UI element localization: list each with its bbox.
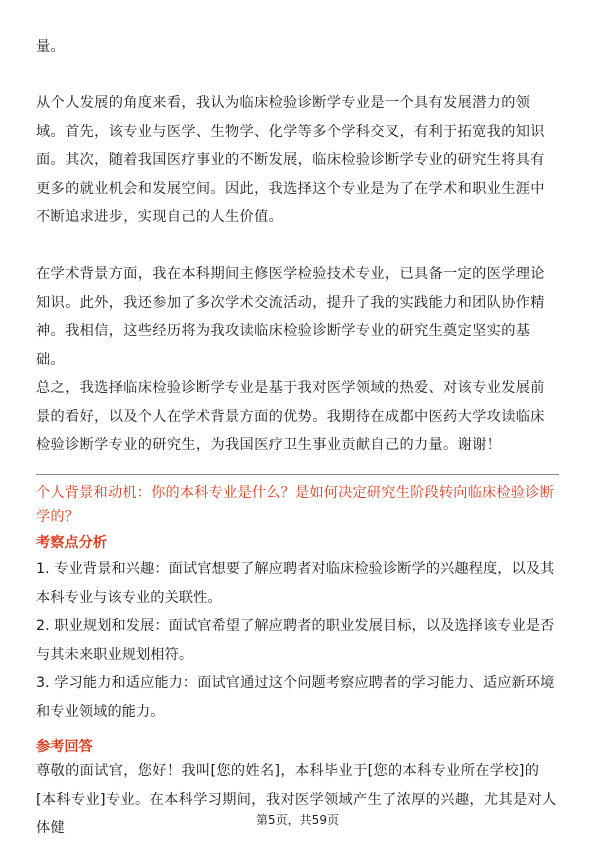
analysis-item-2: 2. 职业规划和发展：面试官希望了解应聘者的职业发展目标，以及选择该专业是否与其未来职业规划相符。 bbox=[36, 618, 555, 663]
interview-question: 个人背景和动机：你的本科专业是什么？是如何决定研究生阶段转向临床检验诊断学的？ bbox=[36, 485, 554, 525]
paragraph-academic-background: 在学术背景方面，我在本科期间主修医学检验技术专业，已具备一定的医学理论知识。此外，我还参加了多次学术交流活动，提升了我的实践能力和团队协作精神。我相信，这些经历将为我攻读临床检验诊断学专业的研究生奠定坚实的基础。 bbox=[36, 266, 545, 368]
section-divider bbox=[36, 474, 559, 475]
answer-text: 尊敬的面试官，您好！我叫[您的姓名]，本科毕业于[您的本科专业所在学校]的[本科专业]专业。在本科学习期间，我对医学领域产生了浓厚的兴趣，尤其是对人体健 bbox=[36, 763, 557, 836]
page-number-footer: 第5页，共59页 bbox=[256, 813, 339, 827]
intro-tail-text: 量。 bbox=[36, 39, 66, 55]
paragraph-conclusion: 总之，我选择临床检验诊断学专业是基于我对医学领域的热爱、对该专业发展前景的看好，以及个人在学术背景方面的优势。我期待在成都中医药大学攻读临床检验诊断学专业的研究生，为我国医疗卫生事业贡献自己的力量。谢谢！ bbox=[36, 380, 545, 453]
analysis-item-1: 1. 专业背景和兴趣：面试官想要了解应聘者对临床检验诊断学的兴趣程度，以及其本科专业与该专业的关联性。 bbox=[36, 561, 555, 606]
analysis-heading: 考察点分析 bbox=[36, 535, 107, 551]
answer-heading: 参考回答 bbox=[36, 739, 93, 755]
paragraph-career-development: 从个人发展的角度来看，我认为临床检验诊断学专业是一个具有发展潜力的领域。首先，该专业与医学、生物学、化学等多个学科交叉，有利于拓宽我的知识面。其次，随着我国医疗事业的不断发展，临床检验诊断学专业的研究生将具有更多的就业机会和发展空间。因此，我选择这个专业是为了在学术和职业生涯中不断追求进步，实现自己的人生价值。 bbox=[36, 95, 545, 225]
analysis-item-3: 3. 学习能力和适应能力：面试官通过这个问题考察应聘者的学习能力、适应新环境和专业领域的能力。 bbox=[36, 675, 555, 720]
